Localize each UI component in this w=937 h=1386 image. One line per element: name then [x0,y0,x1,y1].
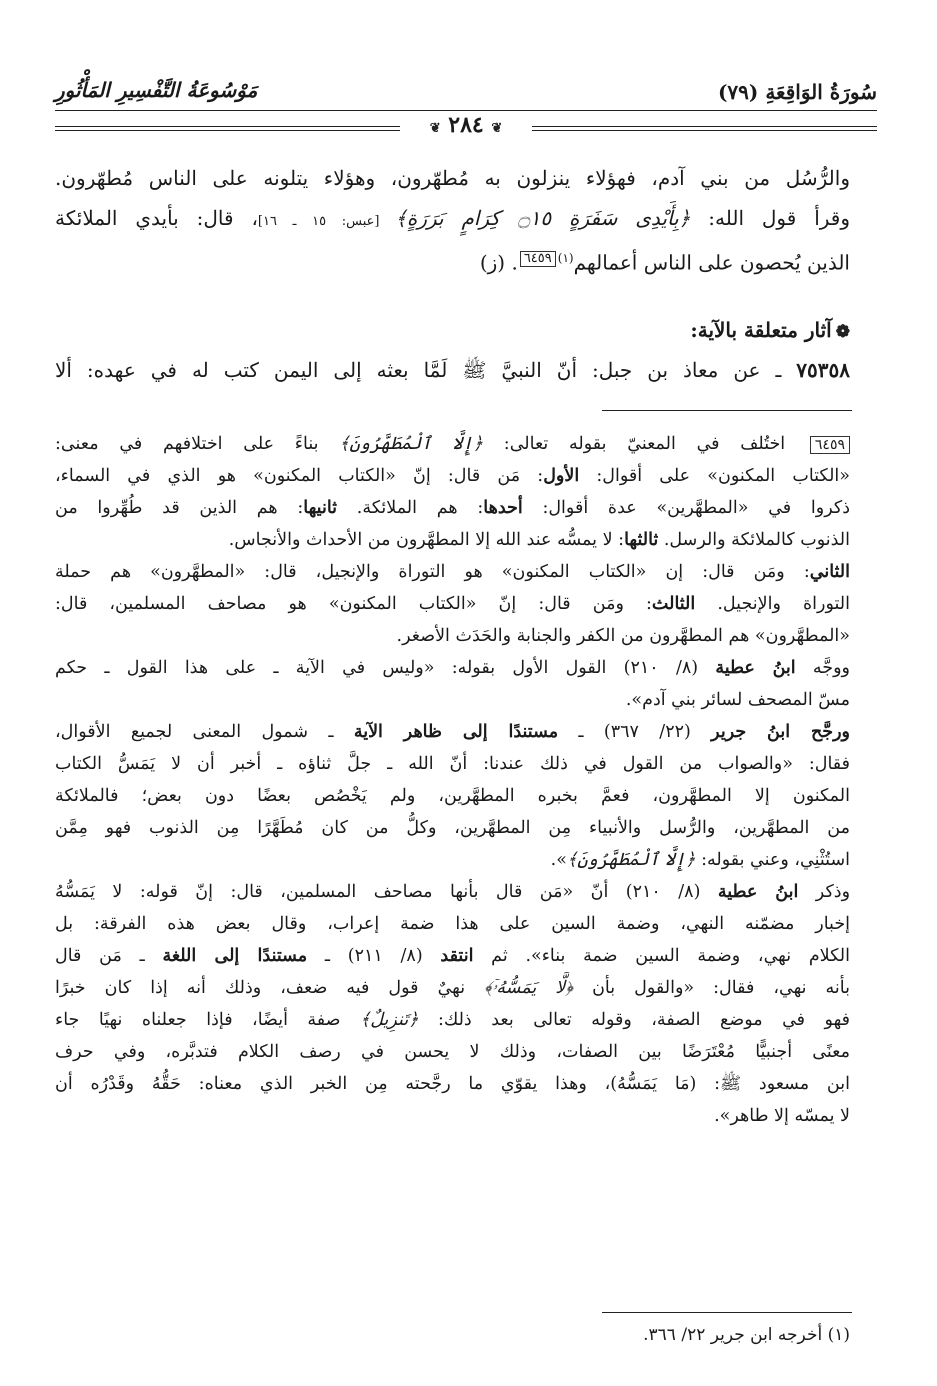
text-span: اختُلف في المعنيّ بقوله تعالى: [483,434,806,454]
header-rule [55,110,877,111]
text-span: معنًى أجنبيًّا مُعْتَرَضًا بين الصفات، وذلك لا يحسن في رصف الكلام فتدبَّره، وفي حرف [55,1042,850,1062]
bold-term: مستندًا إلى ظاهر الآية [353,722,559,742]
section-title-text: آثار متعلقة بالآية: [690,318,832,342]
text-span: استُثْنِي، وعني بقوله: [695,850,850,870]
footnote-marker: (١) [557,251,574,265]
note-line [55,524,850,556]
text-span: الذين يُحصون على الناس أعمالهم [573,250,850,275]
surah-title: سُورَةُ الوَاقِعَةِ (٧٩) [717,80,877,104]
note-line [55,684,850,716]
text-span: : هم الذين قد طُهِّروا من [55,498,304,518]
footnote-separator [602,1312,852,1313]
section-heading [55,310,850,352]
text-span: فقال: «والصواب من القول في ذلك عندنا: أنّ الله ـ جلَّ ثناؤه ـ أخبر أن لا يَمَسُّ الكتاب [55,754,850,774]
quran-verse: ﴿لَّا يَمَسُّهُۥٓ﴾ [484,978,574,998]
note-line [55,812,850,844]
text-span: ـ شمول المعنى لجميع الأقوال، [55,722,354,742]
divider [532,130,877,131]
note-line [55,1100,850,1132]
text-span: وقرأ قول الله: [690,206,850,230]
note-line [55,940,850,972]
note-line [55,652,850,684]
text-span: ذكروا في «المطهَّرين» عدة أقوال: [522,498,850,518]
text-span: (٨/ ٢١٠) القول الأول بقوله: «وليس في الآية ـ على هذا القول ـ حكم [55,658,716,678]
page-number-wrap [405,112,527,138]
text-span: لا يمسّه إلا طاهر». [714,1106,850,1126]
note-line [55,748,850,780]
text-span: «الكتاب المكنون» على أقوال: [579,466,850,486]
ornament-icon: ❦ [491,121,503,136]
text-span: : ومَن قال: إن «الكتاب المكنون» هو التوراة والإنجيل، قال: «المطهَّرون» هم حملة [55,562,810,582]
note-line [55,620,850,652]
bold-term: أحدها [483,498,523,518]
text-span: مسّ المصحف لسائر بني آدم». [625,690,850,710]
bold-term: ابنُ عطية [717,882,799,902]
page-header [55,74,877,144]
footnote-separator [602,410,852,411]
divider [55,130,400,131]
note-number-box: ٦٤٥٩ [520,251,556,267]
text-span: وذكر [798,882,850,902]
text-line [55,238,850,278]
quran-verse: ﴿بِأَيْدِى سَفَرَةٍ ۝١٥ كِرَامٍ بَرَرَةٍ﴾ [395,206,691,230]
note-line [55,876,850,908]
bold-term: الأول [543,466,580,486]
text-span: الذنوب كالملائكة والرسل. [658,530,850,550]
ornament-icon: ❦ [429,121,441,136]
hadith-line [55,350,850,390]
bold-term: ابنُ عطية [715,658,796,678]
bold-term: ثالثها [624,530,659,550]
text-line [55,158,850,198]
quran-verse: ﴿إِلَّا ٱلْمُطَهَّرُونَ﴾ [339,434,484,454]
bold-term: انتقد [440,946,474,966]
text-span: (٨/ ٢١١) ـ [307,946,441,966]
divider [532,126,877,127]
note-line [55,908,850,940]
quran-verse: ﴿إِلَّا ٱلْمُطَهَّرُونَ﴾ [566,850,696,870]
text-span: ، قال: بأيدي الملائكة [55,206,258,230]
text-span: ـ مَن قال [55,946,163,966]
text-span: فهو في موضع الصفة، وقوله تعالى بعد ذلك: [418,1010,850,1030]
text-span: : لا يمسُّه عند الله إلا المطهَّرون من الأحداث والأنجاس. [228,530,625,550]
text-span: صفة أيضًا، فإذا جعلناه نهيًا جاء [55,1010,361,1030]
text-span: نهيٌ قول فيه ضعف، وذلك أنه إذا كان خبرًا [55,978,485,998]
note-line [55,1068,850,1100]
text-span: (٢٢/ ٣٦٧) ـ [558,722,712,742]
text-span: الكلام نهي، وضمة السين ضمة بناء». ثم [473,946,850,966]
text-span: ووجَّه [795,658,850,678]
quran-verse: ﴿تَنزِيلٌ﴾ [360,1010,419,1030]
text-span: المكنون إلا المطهَّرون، فعمَّ بخبره المطهَّرين، ولم يَخْصُص بعضًا دون بعض؛ فالملائكة [55,786,850,806]
note-line [55,588,850,620]
note-line [55,972,850,1004]
page-number: ٢٨٤ [448,112,484,138]
note-line [55,1004,850,1036]
text-span: ابن مسعود ﷺ: (مَا يَمَسُّهُ)، وهذا يقوّي ما رجَّحته مِن الخبر الذي معناه: حَقُّهُ وقَدْرُه أن [55,1074,850,1094]
hadith-number: ٧٥٣٥٨ [796,358,850,382]
book-title: مَوْسُوعَةُ التَّفْسِيرِ المَأْثُورِ [55,78,258,102]
text-span: . (ز) [479,250,518,275]
flower-icon: ❁ [835,322,850,342]
note-number-box: ٦٤٥٩ [810,436,850,454]
text-span: ». [550,850,567,870]
note-line [55,492,850,524]
note-line [55,780,850,812]
text-span: والرُّسُل من بني آدم، فهؤلاء ينزلون به مُطهّرون، وهؤلاء يتلونه على الناس مُطهّرون. [55,166,850,190]
note-line [55,716,850,748]
text-span: بناءً على اختلافهم في معنى: [55,434,340,454]
note-line [55,428,850,460]
text-span: بأنه نهي، فقال: «والقول بأن [573,978,850,998]
verse-reference: [عبس: ١٥ ـ ١٦] [257,214,396,229]
footnote: (١) أخرجه ابن جرير ٢٢/ ٣٦٦. [643,1325,850,1345]
bold-term: الثالث [651,594,696,614]
text-span: التوراة والإنجيل. [695,594,850,614]
text-line [55,198,850,238]
note-line [55,556,850,588]
text-span: من المطهَّرين، والرُّسل والأنبياء مِن المطهَّرين، وكلُّ من كان مُطَهَّرًا مِن الذنوب فهو مِمَّن [55,818,850,838]
text-span: : هم الملائكة. [337,498,484,518]
divider [55,126,400,127]
text-span: إخبار مضمّنه النهي، وضمة السين على هذا ضمة إعراب، وقال بعض هذه الفرقة: بل [55,914,850,934]
bold-term: ثانيها [303,498,338,518]
page-number-bar [55,114,877,144]
text-span: : ومَن قال: إنّ «الكتاب المكنون» هو مصاحف المسلمين، قال: [55,594,652,614]
bold-term: ورجَّح ابنُ جرير [711,722,850,742]
note-line [55,844,850,876]
text-span: : مَن قال: إنّ «الكتاب المكنون» هو الذي في السماء، [55,466,544,486]
note-line [55,460,850,492]
text-span: «المطهَّرون» هم المطهَّرون من الكفر والجنابة والحَدَث الأصغر. [396,626,850,646]
note-line [55,1036,850,1068]
bold-term: مستندًا إلى اللغة [162,946,308,966]
text-span: (٨/ ٢١٠) أنّ «مَن قال بأنها مصاحف المسلمين، قال: إنّ قوله: لا يَمَسُّهُ [55,882,718,902]
text-span: ـ عن معاذ بن جبل: أنّ النبيَّ ﷺ لَمَّا بعثه إلى اليمن كتب له في عهده: ألا [55,358,797,382]
bold-term: الثاني [809,562,850,582]
